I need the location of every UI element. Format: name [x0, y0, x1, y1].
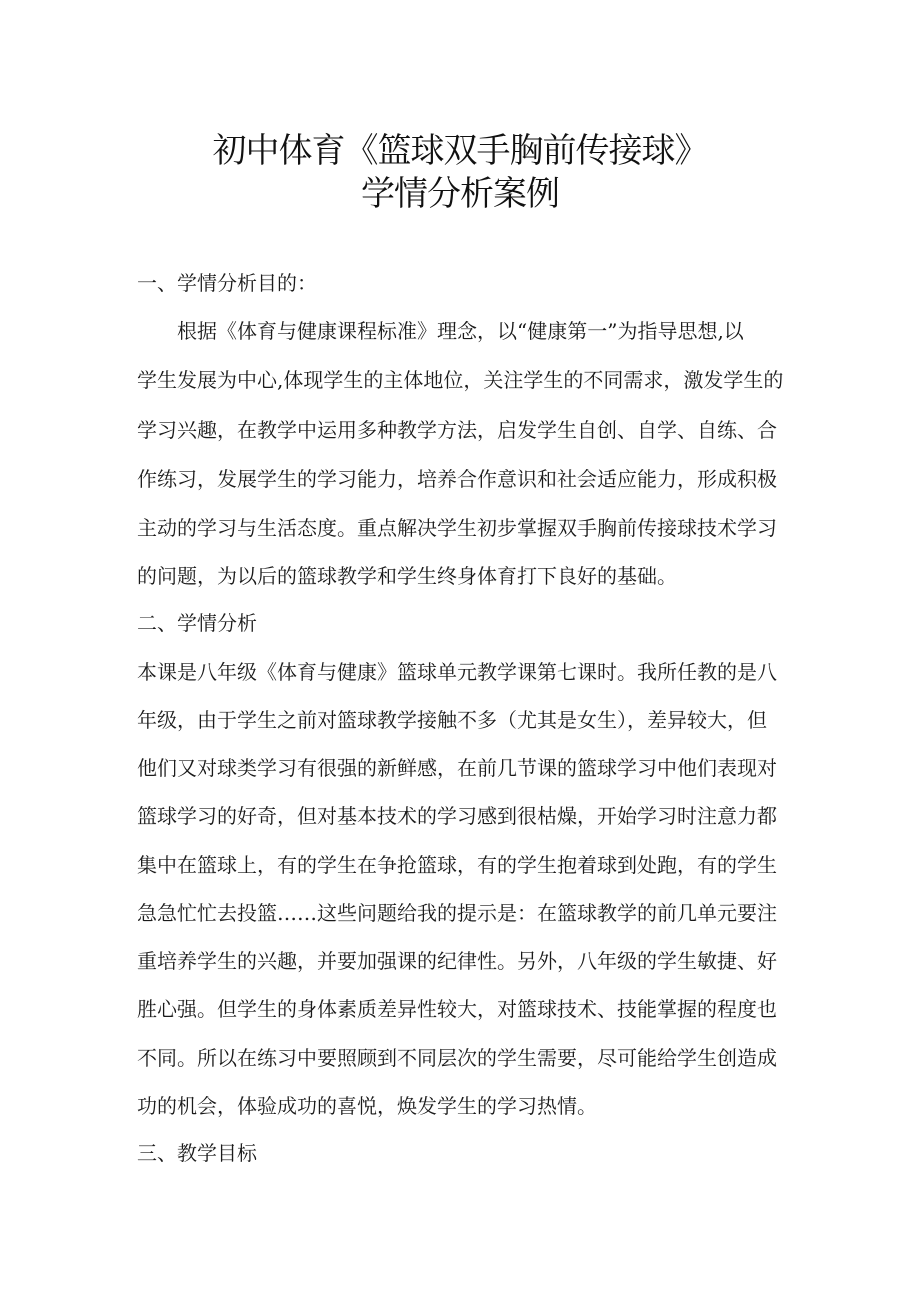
section-1-line: 主动的学习与生活态度。重点解决学生初步掌握双手胸前传接球技术学习 — [137, 516, 777, 540]
section-1-line: 作练习，发展学生的学习能力，培养合作意识和社会适应能力，形成积极 — [137, 467, 777, 491]
section-2-line: 功的机会，体验成功的喜悦，焕发学生的学习热情。 — [137, 1094, 597, 1118]
section-2-line: 急急忙忙去投篮……这些问题给我的提示是：在篮球教学的前几单元要注 — [137, 901, 777, 925]
section-2-line: 集中在篮球上，有的学生在争抢篮球，有的学生抱着球到处跑，有的学生 — [137, 853, 777, 877]
section-2-line: 重培养学生的兴趣，并要加强课的纪律性。另外，八年级的学生敏捷、好 — [137, 949, 777, 973]
section-1-line: 学生发展为中心,体现学生的主体地位，关注学生的不同需求，激发学生的 — [137, 368, 783, 392]
section-1-line: 根据《体育与健康课程标准》理念，以“健康第一”为指导思想,以 — [177, 319, 744, 343]
document-title-line-2: 学情分析案例 — [361, 174, 559, 214]
section-2-line: 胜心强。但学生的身体素质差异性较大，对篮球技术、技能掌握的程度也 — [137, 997, 777, 1021]
section-1-line: 学习兴趣，在教学中运用多种教学方法，启发学生自创、自学、自练、合 — [137, 418, 777, 442]
section-3-heading: 三、教学目标 — [137, 1141, 257, 1165]
section-2-line: 他们又对球类学习有很强的新鲜感，在前几节课的篮球学习中他们表现对 — [137, 756, 777, 780]
section-2-line: 不同。所以在练习中要照顾到不同层次的学生需要，尽可能给学生创造成 — [137, 1046, 777, 1070]
section-2-line: 本课是八年级《体育与健康》篮球单元教学课第七课时。我所任教的是八 — [137, 660, 777, 684]
section-1-line: 的问题，为以后的篮球教学和学生终身体育打下良好的基础。 — [137, 564, 677, 588]
section-2-line: 年级，由于学生之前对篮球教学接触不多（尤其是女生），差异较大，但 — [137, 708, 767, 732]
document-title-line-1: 初中体育《篮球双手胸前传接球》 — [212, 131, 708, 171]
section-2-heading: 二、学情分析 — [137, 611, 257, 635]
section-1-heading: 一、学情分析目的： — [137, 271, 317, 295]
section-2-line: 篮球学习的好奇，但对基本技术的学习感到很枯燥，开始学习时注意力都 — [137, 804, 777, 828]
